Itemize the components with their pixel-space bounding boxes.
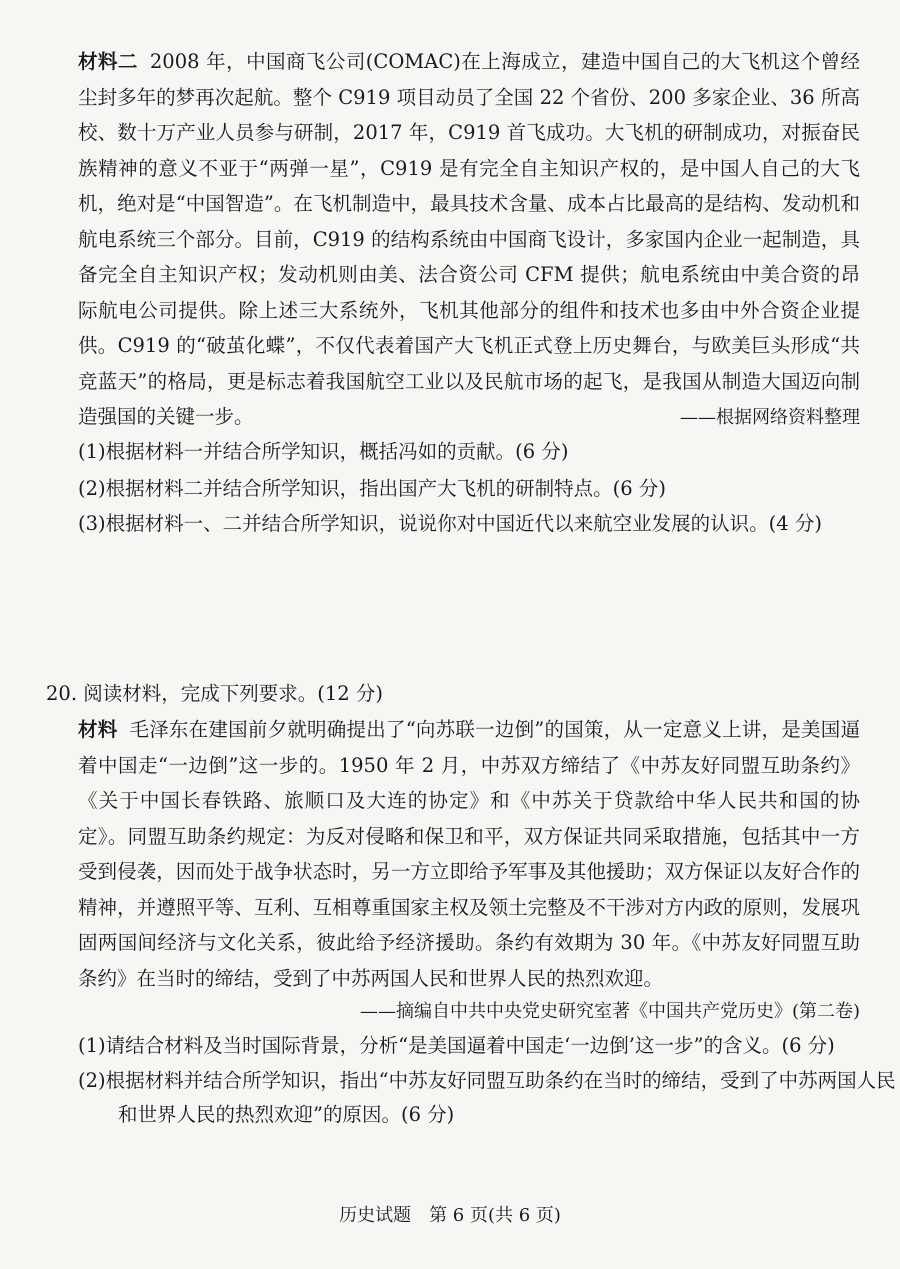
- q19-sub1: (1)根据材料一并结合所学知识，概括冯如的贡献。(6 分): [78, 440, 569, 463]
- material-two-text: 2008 年，中国商飞公司(COMAC)在上海成立，建造中国自己的大飞机这个曾经尘封多年的梦再次起航。整个 C919 项目动员了全国 22 个省份、200 多家企业、36 所高校、数十万产业人员参与研制，2017 年，C919 首飞成功。大飞机的研制成功，对振奋民族精神的意义不亚于“两弹一星”，C919 是有完全自主知识产权的，是中国人自己的大飞机，绝对是“中国智造”。在飞机制造中，最具技术含量、成本占比最高的是结构、发动机和航电系统三个部分。目前，C919 的结构系统由中国商飞设计，多家国内企业一起制造，具备完全自主知识产权；发动机则由美、法合资公司 CFM 提供；航电系统由中美合资的昂际航电公司提供。除上述三大系统外，飞机其他部分的组件和技术也多由中外合资企业提供。C919 的“破茧化蝶”，不仅代表着国产大飞机正式登上历史舞台，与欧美巨头形成“共竞蓝天”的格局，更是标志着我国航空工业以及民航市场的起飞，是我国从制造大国迈向制造强国的关键一步。: [78, 50, 860, 428]
- q20-heading: 20. 阅读材料，完成下列要求。(12 分): [46, 682, 383, 705]
- q20-material-label: 材料: [78, 718, 118, 741]
- q19-sub2: (2)根据材料二并结合所学知识，指出国产大飞机的研制特点。(6 分): [78, 477, 666, 500]
- material-two-paragraph: [78, 44, 860, 435]
- q20-source: ——摘编自中共中央党史研究室著《中国共产党历史》(第二卷): [359, 1001, 860, 1022]
- q19-sub3: (3)根据材料一、二并结合所学知识，说说你对中国近代以来航空业发展的认识。(4 分): [78, 512, 822, 535]
- q20-sub2: (2)根据材料并结合所学知识，指出“中苏友好同盟互助条约在当时的缔结，受到了中苏两国人民和世界人民的热烈欢迎”的原因。(6 分): [78, 1069, 896, 1126]
- q20-material-paragraph: [78, 712, 860, 996]
- q20-material-text: 毛泽东在建国前夕就明确提出了“向苏联一边倒”的国策，从一定意义上讲，是美国逼着中国走“一边倒”这一步的。1950 年 2 月，中苏双方缔结了《中苏友好同盟互助条约》《关于中国长春铁路、旅顺口及大连的协定》和《中苏关于贷款给中华人民共和国的协定》。同盟互助条约规定：为反对侵略和保卫和平，双方保证共同采取措施，包括其中一方受到侵袭，因而处于战争状态时，另一方立即给予军事及其他援助；双方保证以友好合作的精神，并遵照平等、互利、互相尊重国家主权及领土完整及不干涉对方内政的原则，发展巩固两国间经济与文化关系，彼此给予经济援助。条约有效期为 30 年。《中苏友好同盟互助条约》在当时的缔结，受到了中苏两国人民和世界人民的热烈欢迎。: [78, 718, 860, 990]
- page-footer: 历史试题 第 6 页(共 6 页): [339, 1205, 561, 1226]
- material-two-label: 材料二: [78, 50, 138, 73]
- material-two-source: ——根据网络资料整理: [680, 407, 860, 428]
- q20-sub1: (1)请结合材料及当时国际背景，分析“是美国逼着中国走‘一边倒’这一步”的含义。(6 分): [78, 1034, 835, 1057]
